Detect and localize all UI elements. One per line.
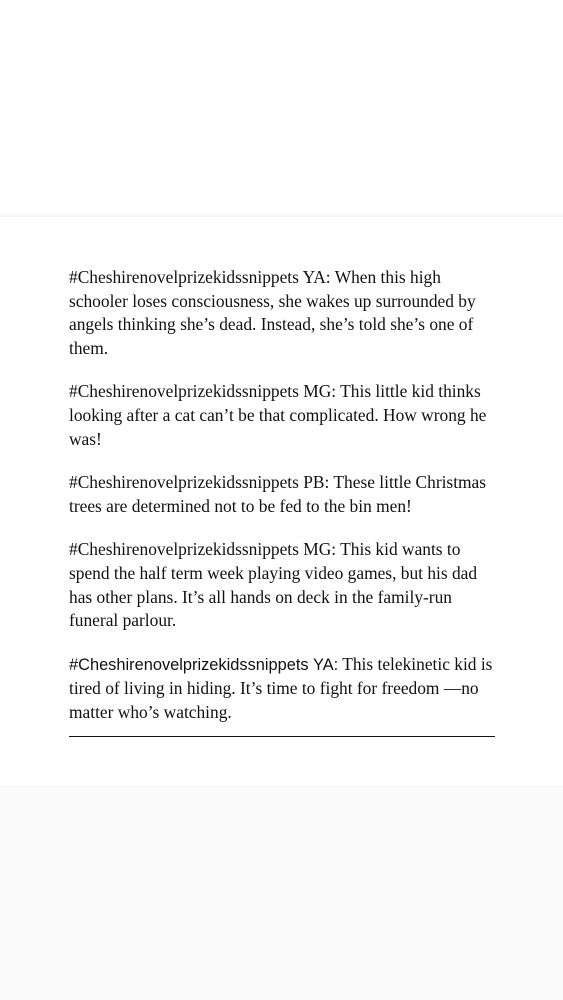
snippet-category: MG:: [303, 539, 337, 560]
snippet-pb-christmas-trees: [69, 471, 499, 518]
snippet-hashtag: #Cheshirenovelprizekidssnippets: [69, 381, 299, 402]
snippet-ya-telekinetic: [69, 653, 499, 725]
snippet-hashtag: #Cheshirenovelprizekidssnippets: [69, 472, 299, 493]
snippet-text: These little Christmas trees are determined not to be fed to the bin men!: [69, 472, 487, 516]
snippet-category: MG:: [303, 381, 337, 402]
bottom-blank-area: [0, 785, 563, 1000]
top-blank-area: [0, 0, 563, 215]
snippet-category: YA:: [312, 655, 339, 674]
snippet-category: YA:: [302, 267, 331, 287]
top-area-divider: [0, 214, 563, 217]
text-underline: [69, 736, 495, 737]
snippet-list: [69, 266, 499, 725]
snippet-mg-cat: [69, 380, 499, 451]
snippet-text: When this high schooler loses consciousness, she wakes up surrounded by angels thinking she’s dead. Instead, she’s told she’s one of them.: [69, 267, 476, 358]
snippet-ya-angels: [69, 266, 499, 360]
snippet-hashtag: #Cheshirenovelprizekidssnippets: [69, 655, 309, 674]
snippet-text: This kid wants to spend the half term week playing video games, but his dad has other plans. It’s all hands on deck in the family-run funeral parlour.: [69, 539, 478, 631]
snippet-hashtag: #Cheshirenovelprizekidssnippets: [69, 539, 299, 560]
snippet-category: PB:: [303, 472, 330, 493]
snippet-mg-funeral-parlour: [69, 538, 499, 632]
snippet-text: This little kid thinks looking after a cat can’t be that complicated. How wrong he was!: [69, 381, 487, 449]
snippet-text: This telekinetic kid is tired of living in hiding. It’s time to fight for freedom —no matter who’s watching.: [69, 653, 493, 722]
snippet-hashtag: #Cheshirenovelprizekidssnippets: [69, 267, 299, 287]
